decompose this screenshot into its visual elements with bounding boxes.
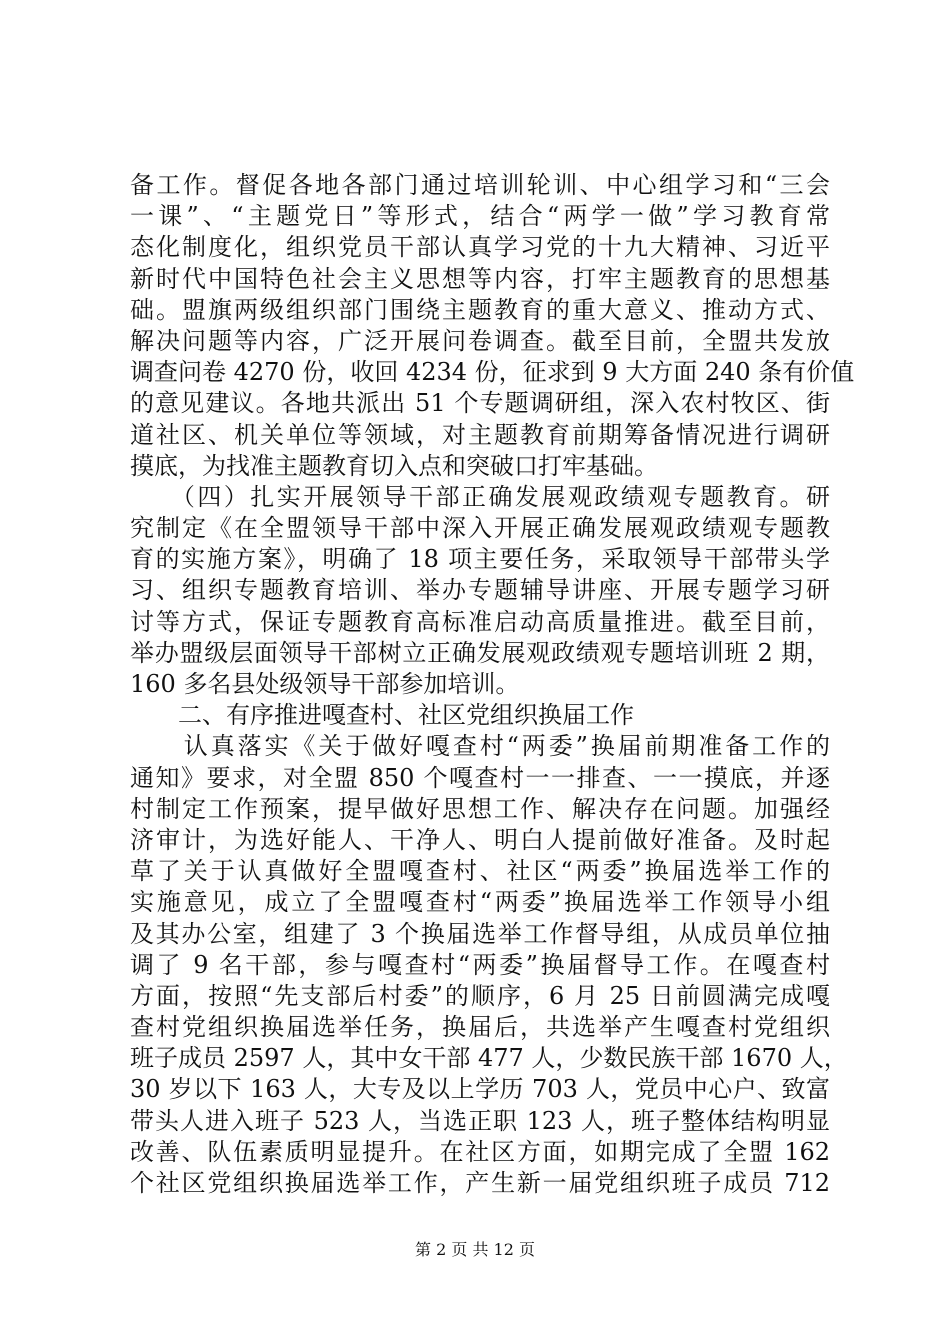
text-line: 一课”、“主题党日”等形式，结合“两学一做”学习教育常 bbox=[130, 202, 830, 231]
text-line: 班子成员 2597 人，其中女干部 477 人，少数民族干部 1670 人， bbox=[130, 1044, 848, 1073]
text-line: 个社区党组织换届选举工作，产生新一届党组织班子成员 712 bbox=[130, 1169, 830, 1197]
text-line: 改善、队伍素质明显提升。在社区方面，如期完成了全盟 162 bbox=[130, 1137, 830, 1166]
text-line: 举办盟级层面领导干部树立正确发展观政绩观专题培训班 2 期， bbox=[130, 638, 830, 667]
text-line: 及其办公室，组建了 3 个换届选举工作督导组，从成员单位抽 bbox=[130, 919, 830, 948]
text-line: 认真落实《关于做好嘎查村“两委”换届前期准备工作的 bbox=[130, 732, 830, 761]
text-line: 础。盟旗两级组织部门围绕主题教育的重大意义、推动方式、 bbox=[130, 295, 830, 324]
body-text bbox=[130, 170, 855, 1199]
page-footer: 第 2 页 共 12 页 bbox=[415, 1240, 535, 1259]
text-line: 通知》要求，对全盟 850 个嘎查村一一排查、一一摸底，并逐 bbox=[130, 763, 830, 792]
text-line: 济审计，为选好能人、干净人、明白人提前做好准备。及时起 bbox=[130, 825, 830, 854]
section-heading: 二、有序推进嘎查村、社区党组织换届工作 bbox=[130, 701, 634, 730]
text-line: 摸底，为找准主题教育切入点和突破口打牢基础。 bbox=[130, 451, 658, 480]
text-line: 新时代中国特色社会主义思想等内容，打牢主题教育的思想基 bbox=[130, 264, 830, 293]
text-line: 160 多名县处级领导干部参加培训。 bbox=[130, 670, 520, 698]
text-line: 习、组织专题教育培训、举办专题辅导讲座、开展专题学习研 bbox=[130, 576, 830, 605]
text-line: 育的实施方案》，明确了 18 项主要任务，采取领导干部带头学 bbox=[130, 545, 830, 574]
text-line: 讨等方式，保证专题教育高标准启动高质量推进。截至目前， bbox=[130, 607, 830, 636]
text-line: 村制定工作预案，提早做好思想工作、解决存在问题。加强经 bbox=[130, 794, 830, 823]
text-line: 查村党组织换届选举任务，换届后，共选举产生嘎查村党组织 bbox=[130, 1013, 830, 1042]
text-line: （四）扎实开展领导干部正确发展观政绩观专题教育。研 bbox=[130, 482, 830, 511]
text-line: 调查问卷 4270 份，收回 4234 份，征求到 9 大方面 240 条有价值 bbox=[130, 358, 855, 387]
text-line: 调了 9 名干部，参与嘎查村“两委”换届督导工作。在嘎查村 bbox=[130, 950, 830, 979]
text-line: 30 岁以下 163 人，大专及以上学历 703 人，党员中心户、致富 bbox=[130, 1075, 830, 1104]
text-line: 实施意见，成立了全盟嘎查村“两委”换届选举工作领导小组 bbox=[130, 888, 830, 917]
text-line: 带头人进入班子 523 人，当选正职 123 人，班子整体结构明显 bbox=[130, 1106, 830, 1135]
text-line: 备工作。督促各地各部门通过培训轮训、中心组学习和“三会 bbox=[130, 171, 830, 199]
text-line: 方面，按照“先支部后村委”的顺序，6 月 25 日前圆满完成嘎 bbox=[130, 981, 830, 1010]
text-line: 道社区、机关单位等领域，对主题教育前期筹备情况进行调研 bbox=[130, 420, 830, 449]
text-line: 究制定《在全盟领导干部中深入开展正确发展观政绩观专题教 bbox=[130, 514, 830, 543]
text-line: 态化制度化，组织党员干部认真学习党的十九大精神、习近平 bbox=[130, 233, 830, 262]
text-line: 的意见建议。各地共派出 51 个专题调研组，深入农村牧区、街 bbox=[130, 389, 830, 418]
text-line: 解决问题等内容，广泛开展问卷调查。截至目前，全盟共发放 bbox=[130, 326, 830, 355]
text-line: 草了关于认真做好全盟嘎查村、社区“两委”换届选举工作的 bbox=[130, 857, 830, 886]
